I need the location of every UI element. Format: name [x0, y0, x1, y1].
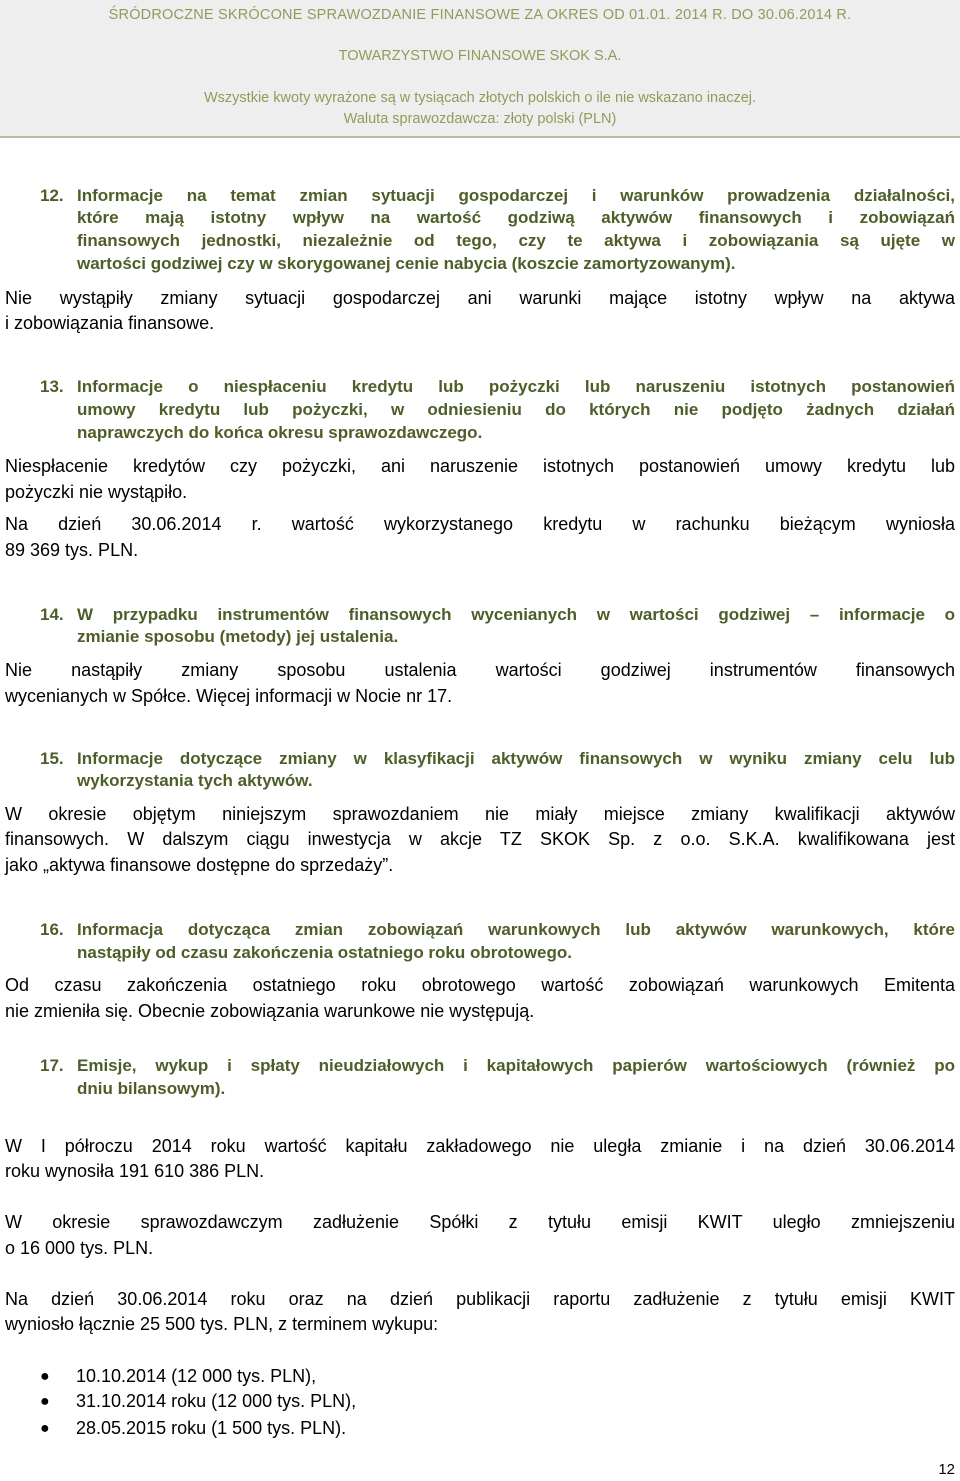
- section-16-body-line: Od czasu zakończenia ostatniego roku obrotowego wartość zobowiązań warunkowych Emitenta: [5, 975, 955, 995]
- bullet-list-item: 28.05.2015 roku (1 500 tys. PLN).: [76, 1418, 347, 1438]
- section-15-heading-line: wykorzystania tych aktywów.: [77, 771, 313, 790]
- section-13-body-line: Niespłacenie kredytów czy pożyczki, ani naruszenie istotnych postanowień umowy kredytu lub: [5, 456, 955, 476]
- section-12-heading-line: wartości godziwej czy w skorygowanej cenie nabycia (koszcie zamortyzowanym).: [77, 254, 736, 273]
- section-12-body-line: Nie wystąpiły zmiany sytuacji gospodarczej ani warunki mające istotny wpływ na aktywa: [5, 288, 955, 308]
- bullet-dot-icon: ●: [40, 1393, 50, 1410]
- section-17-heading-line: dniu bilansowym).: [77, 1079, 226, 1098]
- section-15-number: 15.: [40, 749, 64, 768]
- section-14-heading-line: W przypadku instrumentów finansowych wycenianych w wartości godziwej – informacje o: [77, 605, 955, 624]
- section-17-paragraph-line: wyniosło łącznie 25 500 tys. PLN, z terminem wykupu:: [5, 1314, 439, 1334]
- header-currency-note: Waluta sprawozdawcza: złoty polski (PLN): [343, 111, 617, 127]
- header-company-name: TOWARZYSTWO FINANSOWE SKOK S.A.: [338, 48, 622, 64]
- section-17-number: 17.: [40, 1056, 64, 1075]
- section-15-heading-line: Informacje dotyczące zmiany w klasyfikacji aktywów finansowych w wyniku zmiany celu lub: [77, 749, 955, 768]
- section-12-heading-line: finansowych jednostki, niezależnie od tego, czy te aktywa i zobowiązania są ujęte w: [77, 231, 955, 250]
- section-13-body-line: 89 369 tys. PLN.: [5, 540, 139, 560]
- section-17-paragraph-line: Na dzień 30.06.2014 roku oraz na dzień publikacji raportu zadłużenie z tytułu emisji KWIT: [5, 1289, 955, 1309]
- section-12-number: 12.: [40, 186, 64, 205]
- bullet-dot-icon: ●: [40, 1420, 50, 1437]
- section-12-heading-line: które mają istotny wpływ na wartość godziwą aktywów finansowych i zobowiązań: [77, 208, 955, 227]
- section-13-heading-line: Informacje o niespłaceniu kredytu lub pożyczki lub naruszeniu istotnych postanowień: [77, 377, 955, 396]
- header-report-title: ŚRÓDROCZNE SKRÓCONE SPRAWOZDANIE FINANSOWE ZA OKRES OD 01.01. 2014 R. DO 30.06.2014 R.: [108, 7, 852, 23]
- section-16-number: 16.: [40, 920, 64, 939]
- bullet-list-item: 31.10.2014 roku (12 000 tys. PLN),: [76, 1391, 357, 1411]
- section-15-body-line: jako „aktywa finansowe dostępne do sprzedaży”.: [5, 855, 394, 875]
- section-15-body-line: W okresie objętym niniejszym sprawozdaniem nie miały miejsce zmiany kwalifikacji aktywów: [5, 804, 955, 824]
- section-15-body-line: finansowych. W dalszym ciągu inwestycja w akcje TZ SKOK Sp. z o.o. S.K.A. kwalifikowana jest: [5, 829, 955, 849]
- section-16-heading-line: Informacja dotycząca zmian zobowiązań warunkowych lub aktywów warunkowych, które: [77, 920, 955, 939]
- section-17-paragraph-line: roku wynosiła 191 610 386 PLN.: [5, 1161, 265, 1181]
- bullet-list-item: 10.10.2014 (12 000 tys. PLN),: [76, 1366, 317, 1386]
- section-13-heading-line: naprawczych do końca okresu sprawozdawczego.: [77, 423, 483, 442]
- section-13-body-line: Na dzień 30.06.2014 r. wartość wykorzystanego kredytu w rachunku bieżącym wyniosła: [5, 514, 955, 534]
- section-12-body-line: i zobowiązania finansowe.: [5, 313, 215, 333]
- section-17-paragraph-line: W okresie sprawozdawczym zadłużenie Spółki z tytułu emisji KWIT uległo zmniejszeniu: [5, 1212, 955, 1232]
- section-16-heading-line: nastąpiły od czasu zakończenia ostatniego roku obrotowego.: [77, 943, 572, 962]
- section-14-body-line: wycenianych w Spółce. Więcej informacji w Nocie nr 17.: [5, 686, 453, 706]
- section-16-body-line: nie zmieniła się. Obecnie zobowiązania warunkowe nie występują.: [5, 1001, 535, 1021]
- section-14-number: 14.: [40, 605, 64, 624]
- section-17-heading-line: Emisje, wykup i spłaty nieudziałowych i kapitałowych papierów wartościowych (również po: [77, 1056, 955, 1075]
- document-header: [0, 0, 960, 136]
- bullet-dot-icon: ●: [40, 1368, 50, 1385]
- section-17-paragraph-line: o 16 000 tys. PLN.: [5, 1238, 154, 1258]
- header-divider: [0, 136, 960, 138]
- page-number: 12: [938, 1461, 955, 1478]
- section-14-heading-line: zmianie sposobu (metody) jej ustalenia.: [77, 627, 399, 646]
- section-17-paragraph-line: W I półroczu 2014 roku wartość kapitału zakładowego nie uległa zmianie i na dzień 30.06.2014: [5, 1136, 955, 1156]
- section-14-body-line: Nie nastąpiły zmiany sposobu ustalenia wartości godziwej instrumentów finansowych: [5, 660, 955, 680]
- header-amounts-note: Wszystkie kwoty wyrażone są w tysiącach złotych polskich o ile nie wskazano inaczej.: [203, 90, 757, 106]
- section-13-heading-line: umowy kredytu lub pożyczki, w odniesieniu do których nie podjęto żadnych działań: [77, 400, 955, 419]
- section-13-number: 13.: [40, 377, 64, 396]
- section-13-body-line: pożyczki nie wystąpiło.: [5, 482, 188, 502]
- section-12-heading-line: Informacje na temat zmian sytuacji gospodarczej i warunków prowadzenia działalności,: [77, 186, 955, 205]
